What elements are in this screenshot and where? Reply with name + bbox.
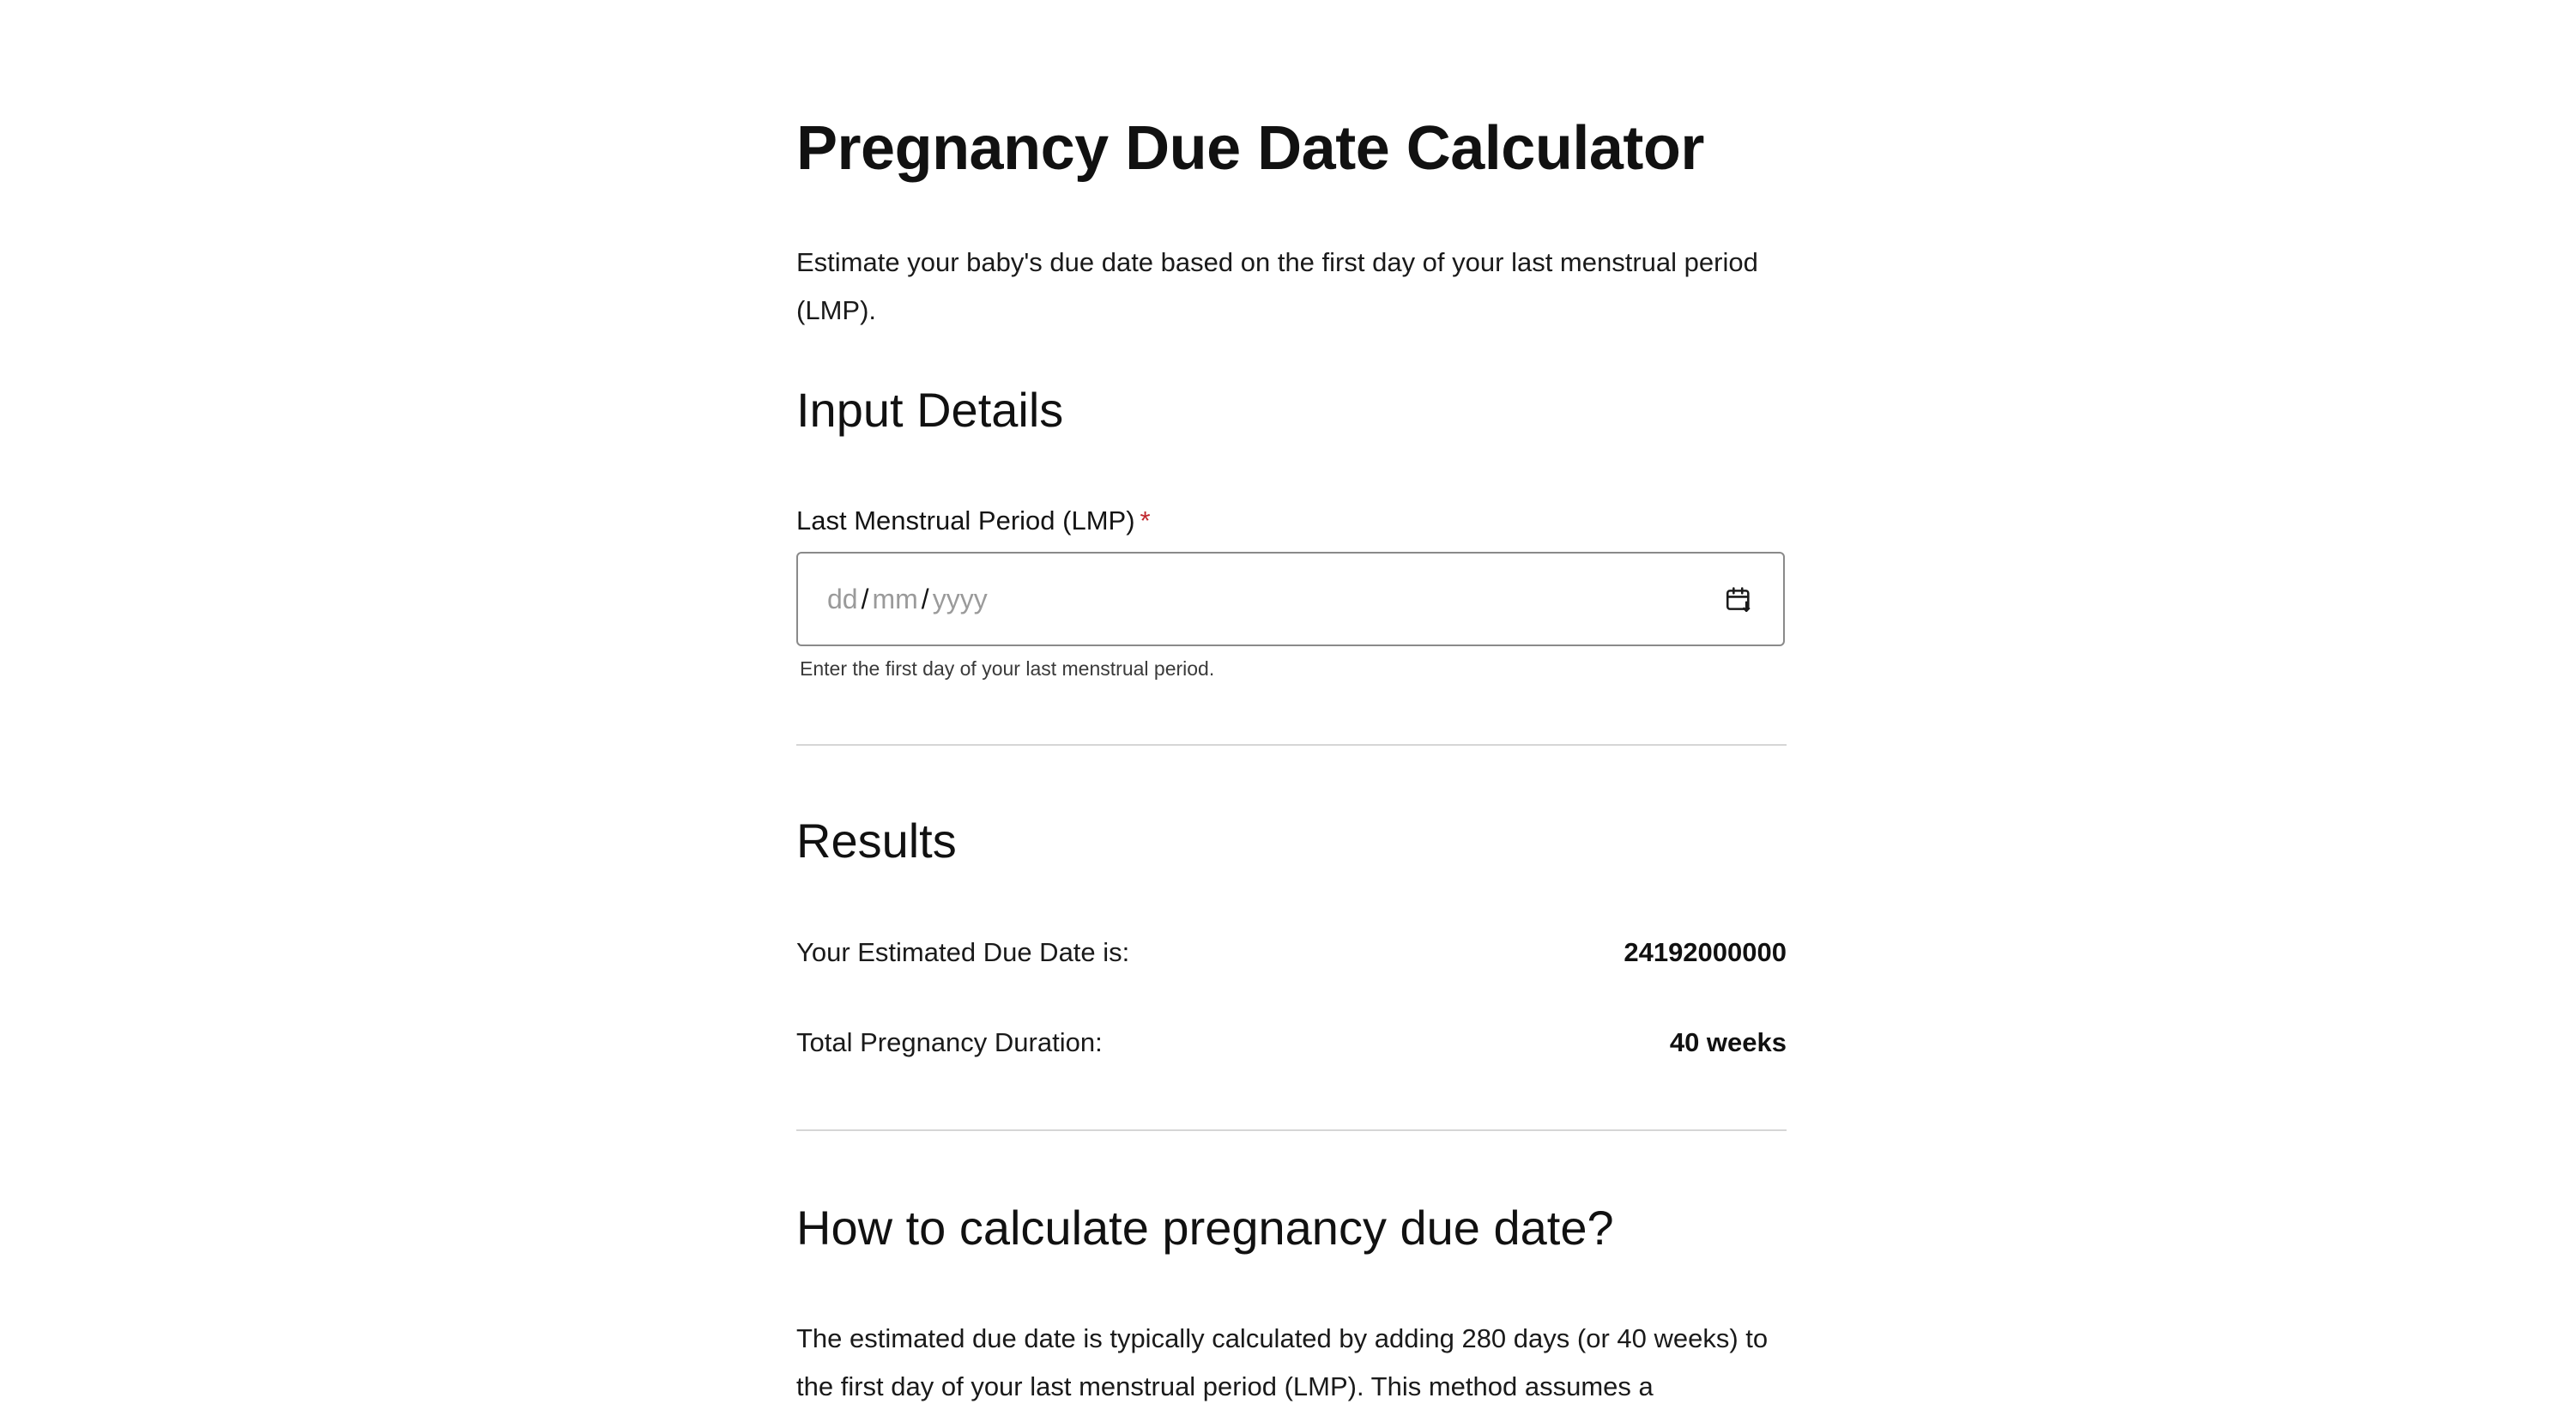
results-heading: Results xyxy=(796,814,957,868)
result-row-due-date xyxy=(796,931,1787,974)
lmp-helper-text: Enter the first day of your last menstrual period. xyxy=(800,657,1215,680)
howto-heading: How to calculate pregnancy due date? xyxy=(796,1201,1614,1255)
calendar-icon xyxy=(1724,585,1753,614)
duration-label: Total Pregnancy Duration: xyxy=(796,1027,1103,1057)
required-marker: * xyxy=(1140,505,1151,536)
input-details-heading: Input Details xyxy=(796,383,1064,437)
date-segments xyxy=(827,579,988,619)
lmp-date-input[interactable] xyxy=(796,552,1785,646)
lmp-field-label xyxy=(796,502,1151,540)
intro-text: Estimate your baby's due date based on the first day of your last menstrual period (LMP). xyxy=(796,247,1758,325)
year-segment[interactable]: yyyy xyxy=(932,584,988,614)
result-row-duration xyxy=(796,1021,1787,1064)
lmp-label-text: Last Menstrual Period (LMP) xyxy=(796,505,1135,536)
date-separator: / xyxy=(921,584,929,614)
page-title: Pregnancy Due Date Calculator xyxy=(796,114,1704,183)
section-divider xyxy=(796,1129,1787,1131)
due-date-label: Your Estimated Due Date is: xyxy=(796,937,1130,967)
duration-value: 40 weeks xyxy=(1669,1027,1787,1057)
howto-body-text: The estimated due date is typically calculated by adding 280 days (or 40 weeks) to the first day of your last menstrual period (LMP). This method assumes a xyxy=(796,1323,1769,1401)
month-segment[interactable]: mm xyxy=(872,584,918,614)
calendar-picker-button[interactable] xyxy=(1720,581,1757,619)
section-divider xyxy=(796,744,1787,746)
day-segment[interactable]: dd xyxy=(827,584,858,614)
date-separator: / xyxy=(861,584,869,614)
due-date-value: 24192000000 xyxy=(1624,937,1787,967)
